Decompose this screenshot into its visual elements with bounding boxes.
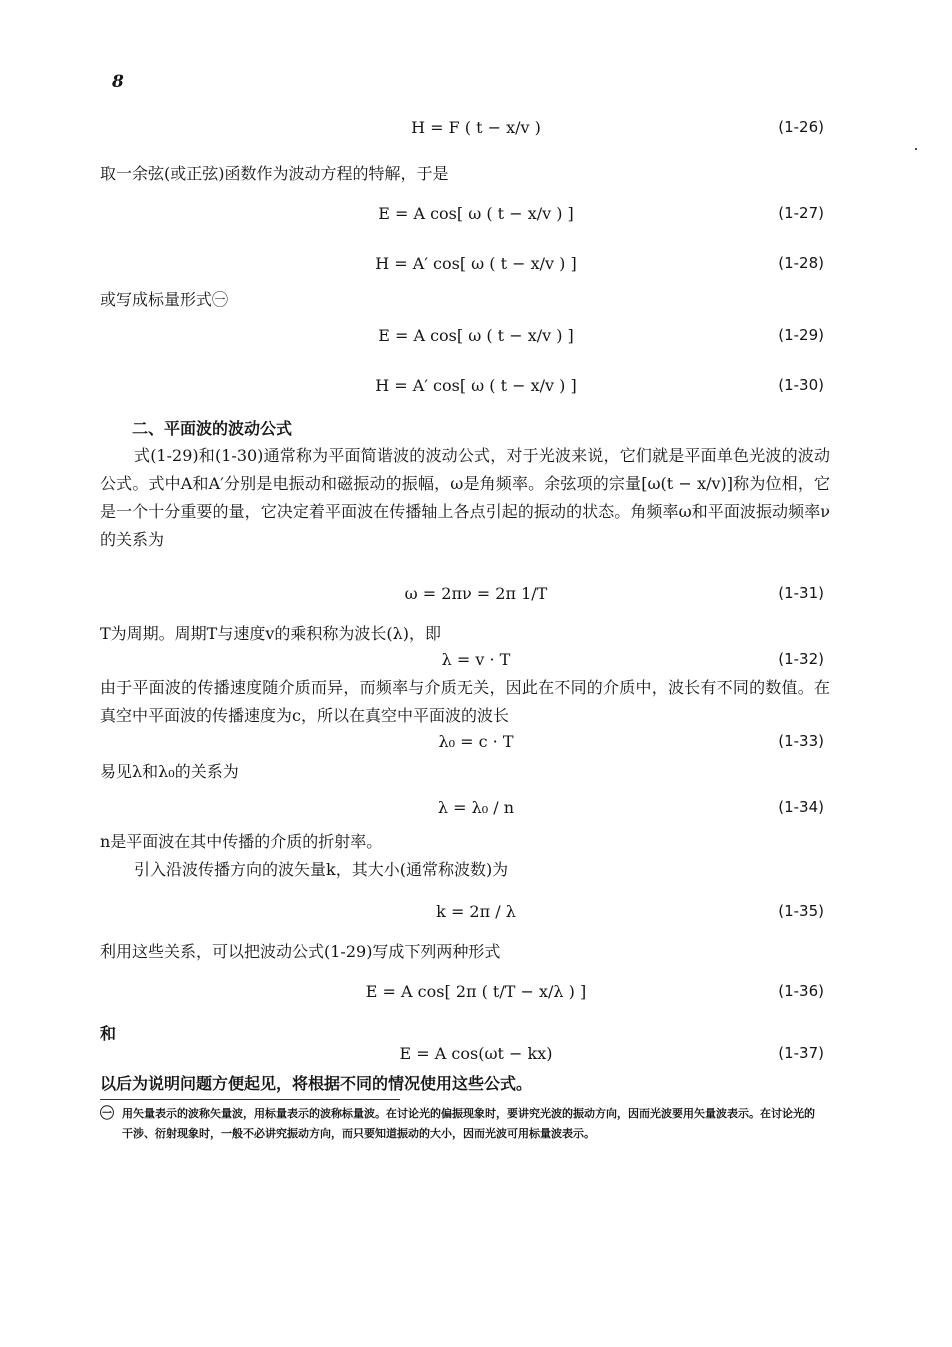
- equation-1-31: [0, 572, 952, 620]
- equation-formula: λ = λ₀ / n: [437, 798, 515, 817]
- equation-1-36: [0, 970, 952, 1018]
- equation-number: (1-30): [778, 376, 824, 394]
- equation-1-34: [0, 786, 952, 834]
- equation-formula: H = A′ cos[ ω ( t − x/v ) ]: [375, 254, 577, 273]
- equation-formula: E = A cos[ ω ( t − x/v ) ]: [378, 204, 574, 223]
- paragraph: 取一余弦(或正弦)函数作为波动方程的特解，于是: [100, 164, 449, 183]
- equation-formula: E = A cos[ ω ( t − x/v ) ]: [378, 326, 574, 345]
- paragraph: 由于平面波的传播速度随介质而异，而频率与介质无关，因此在不同的介质中，波长有不同的数值。在真空中平面波的传播速度为c，所以在真空中平面波的波长: [100, 678, 830, 725]
- paragraph: 式(1-29)和(1-30)通常称为平面简谐波的波动公式，对于光波来说，它们就是平面单色光波的波动公式。式中A和A′分别是电振动和磁振动的振幅，ω是角频率。余弦项的宗量[ω(t − x/v)]称为位相，它是一个十分重要的量，它决定着平面波在传播轴上各点引起的振动的状态。角频率ω和平面波振动频率ν的关系为: [100, 446, 830, 549]
- paragraph: 引入沿波传播方向的波矢量k，其大小(通常称波数)为: [134, 860, 509, 879]
- equation-formula: λ₀ = c · T: [438, 732, 514, 751]
- footnote-mark: ㊀: [100, 1106, 114, 1122]
- footnote: [100, 1104, 830, 1144]
- equation-formula: ω = 2πν = 2π 1/T: [404, 584, 548, 603]
- equation-1-27: [0, 192, 952, 240]
- equation-number: (1-31): [778, 584, 824, 602]
- equation-1-29: [0, 314, 952, 362]
- equation-formula: H = A′ cos[ ω ( t − x/v ) ]: [375, 376, 577, 395]
- equation-1-30: [0, 364, 952, 412]
- equation-number: (1-35): [778, 902, 824, 920]
- page-number: 8: [112, 72, 124, 92]
- equation-formula: E = A cos(ωt − kx): [399, 1044, 553, 1063]
- section-heading: 二、平面波的波动公式: [132, 419, 293, 438]
- equation-formula: H = F ( t − x/v ): [411, 118, 541, 137]
- equation-number: (1-34): [778, 798, 824, 816]
- equation-number: (1-37): [778, 1044, 824, 1062]
- equation-number: (1-28): [778, 254, 824, 272]
- paragraph: 利用这些关系，可以把波动公式(1-29)写成下列两种形式: [100, 942, 501, 961]
- paragraph: 和: [100, 1024, 117, 1043]
- equation-1-35: [0, 890, 952, 938]
- equation-1-26: [0, 106, 952, 154]
- equation-number: (1-26): [778, 118, 824, 136]
- equation-formula: λ = v · T: [441, 650, 511, 669]
- equation-formula: k = 2π / λ: [436, 902, 516, 921]
- paragraph: 或写成标量形式㊀: [100, 290, 229, 309]
- equation-number: (1-32): [778, 650, 824, 668]
- equation-formula: E = A cos[ 2π ( t/T − x/λ ) ]: [365, 982, 587, 1001]
- equation-1-28: [0, 242, 952, 290]
- paragraph: 以后为说明问题方便起见，将根据不同的情况使用这些公式。: [100, 1074, 533, 1093]
- equation-number: (1-33): [778, 732, 824, 750]
- equation-number: (1-27): [778, 204, 824, 222]
- footnote-text: 用矢量表示的波称矢量波，用标量表示的波称标量波。在讨论光的偏振现象时，要讲究光波的振动方向，因而光波要用矢量波表示。在讨论光的干涉、衍射现象时，一般不必讲究振动方向，而只要知道振动的大小，因而光波可用标量波表示。: [122, 1107, 815, 1140]
- paragraph: T为周期。周期T与速度v的乘积称为波长(λ)，即: [100, 624, 442, 643]
- paragraph: 易见λ和λ₀的关系为: [100, 762, 239, 781]
- equation-number: (1-36): [778, 982, 824, 1000]
- paragraph: n是平面波在其中传播的介质的折射率。: [100, 832, 383, 851]
- equation-number: (1-29): [778, 326, 824, 344]
- footnote-divider: [100, 1099, 400, 1100]
